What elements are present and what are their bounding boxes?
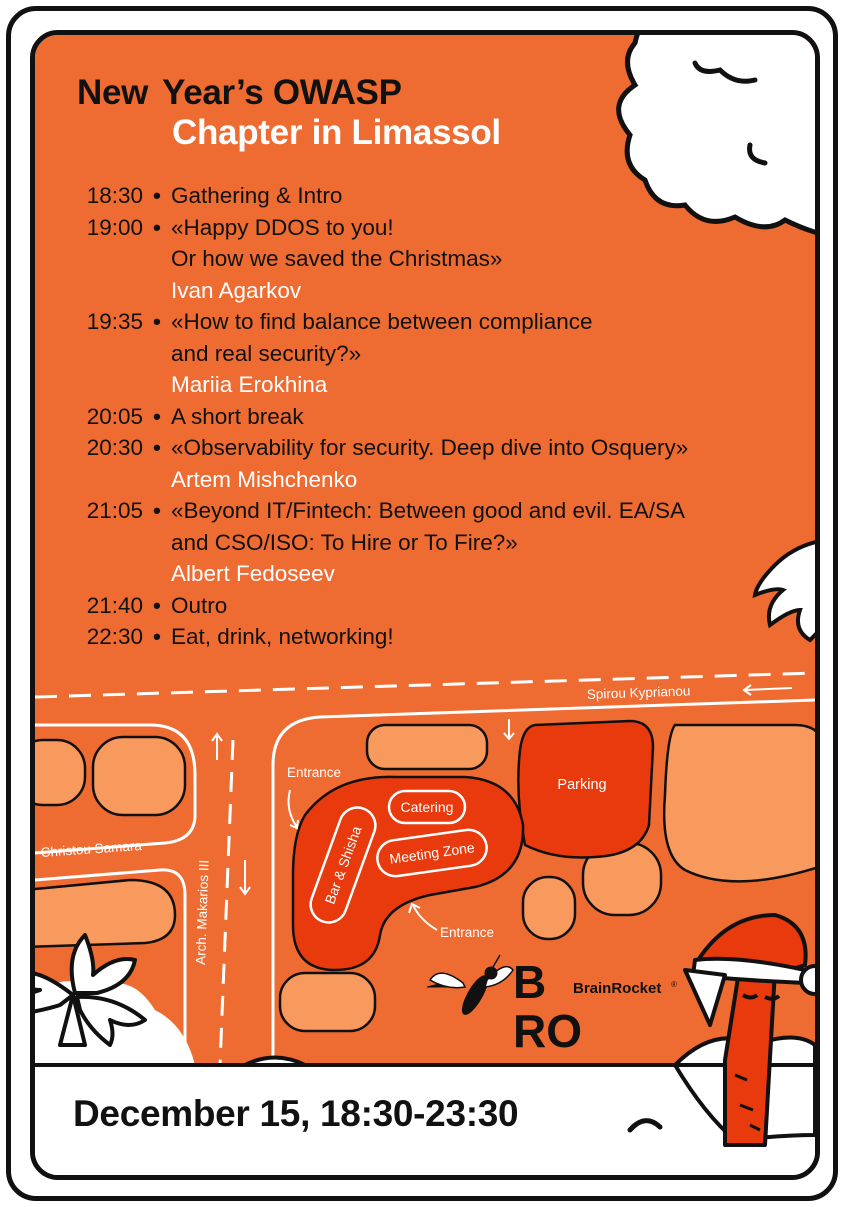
schedule-talk-line: Outro — [171, 592, 228, 618]
schedule-time: 20:05 — [86, 403, 143, 429]
schedule-speaker: Mariia Erokhina — [171, 372, 328, 397]
poster-panel — [30, 30, 820, 1180]
schedule-talk-line: «Observability for security. Deep dive into Osquery» — [171, 435, 689, 460]
schedule-talk-line: Or how we saved the Christmas» — [171, 246, 503, 271]
logo-brand: BrainRocket — [573, 980, 662, 997]
catering-label: Catering — [400, 799, 454, 815]
schedule-time: 22:30 — [86, 624, 143, 649]
parking-label: Parking — [557, 777, 607, 793]
street-dashed-line — [35, 673, 815, 697]
schedule-talk-line: Gathering & Intro — [171, 183, 343, 208]
building-block — [280, 973, 375, 1031]
bar-label: Bar & Shisha — [321, 823, 365, 907]
building-block — [523, 877, 575, 939]
schedule-item — [77, 401, 797, 433]
schedule-talk-line: «How to find balance between compliance — [171, 309, 593, 334]
bullet-icon: • — [153, 214, 161, 240]
schedule-speaker: Ivan Agarkov — [171, 277, 302, 303]
schedule-talk-line: and CSO/ISO: To Hire or To Fire?» — [171, 529, 518, 555]
building-block — [93, 737, 185, 815]
schedule-item — [77, 621, 797, 653]
bullet-icon: • — [153, 403, 161, 429]
bullet-icon: • — [153, 592, 161, 618]
building-block — [367, 725, 487, 769]
schedule-list — [77, 180, 797, 653]
schedule-item — [77, 495, 797, 590]
avenue-dashed-line — [220, 740, 233, 1065]
schedule-talk-line: «Beyond IT/Fintech: Between good and evil. EA/SA — [171, 498, 686, 523]
logo-registered: ® — [671, 980, 677, 989]
schedule-item — [77, 432, 797, 495]
schedule-talk-line: and real security?» — [171, 340, 362, 366]
schedule-item — [77, 306, 797, 401]
building-block — [35, 740, 85, 805]
meeting-zone-label: Meeting Zone — [388, 839, 476, 867]
schedule-time: 21:40 — [86, 592, 143, 618]
event-date: December 15, 18:30-23:30 — [73, 1093, 519, 1134]
event-title — [77, 73, 501, 153]
logo-letters-top: B — [513, 956, 547, 1008]
entrance-label-top: Entrance — [287, 765, 342, 780]
schedule-item — [77, 212, 797, 307]
street-label-left: Christou Samara — [40, 837, 143, 860]
bullet-icon: • — [153, 435, 161, 460]
bullet-icon: • — [153, 183, 161, 208]
bullet-icon: • — [153, 498, 161, 523]
building-block — [35, 880, 175, 947]
schedule-time: 19:35 — [86, 309, 143, 334]
title-word-new: New — [77, 73, 149, 112]
schedule-time: 21:05 — [86, 498, 143, 523]
street-label-top: Spirou Kyprianou — [586, 683, 691, 702]
schedule-time: 18:30 — [86, 183, 143, 208]
building-block — [664, 725, 815, 881]
schedule-talk-line: A short break — [171, 403, 304, 429]
bullet-icon: • — [153, 309, 161, 334]
wasp-icon — [427, 955, 513, 1018]
logo-letters-bottom: RO — [513, 1005, 582, 1057]
entrance-label-bottom: Entrance — [440, 925, 495, 940]
bullet-icon: • — [153, 624, 161, 649]
schedule-talk-line: Eat, drink, networking! — [171, 624, 394, 649]
title-word-owasp: Year’s OWASP — [162, 73, 402, 112]
schedule-item — [77, 180, 797, 212]
schedule-speaker: Artem Mishchenko — [171, 466, 358, 492]
schedule-time: 20:30 — [86, 435, 143, 460]
title-line-2: Chapter in Limassol — [172, 113, 501, 152]
schedule-time: 19:00 — [86, 214, 143, 240]
schedule-item — [77, 590, 797, 622]
schedule-speaker: Albert Fedoseev — [171, 561, 335, 586]
schedule-talk-line: «Happy DDOS to you! — [171, 214, 394, 240]
street-label-vertical: Arch. Makarios III — [193, 859, 212, 966]
